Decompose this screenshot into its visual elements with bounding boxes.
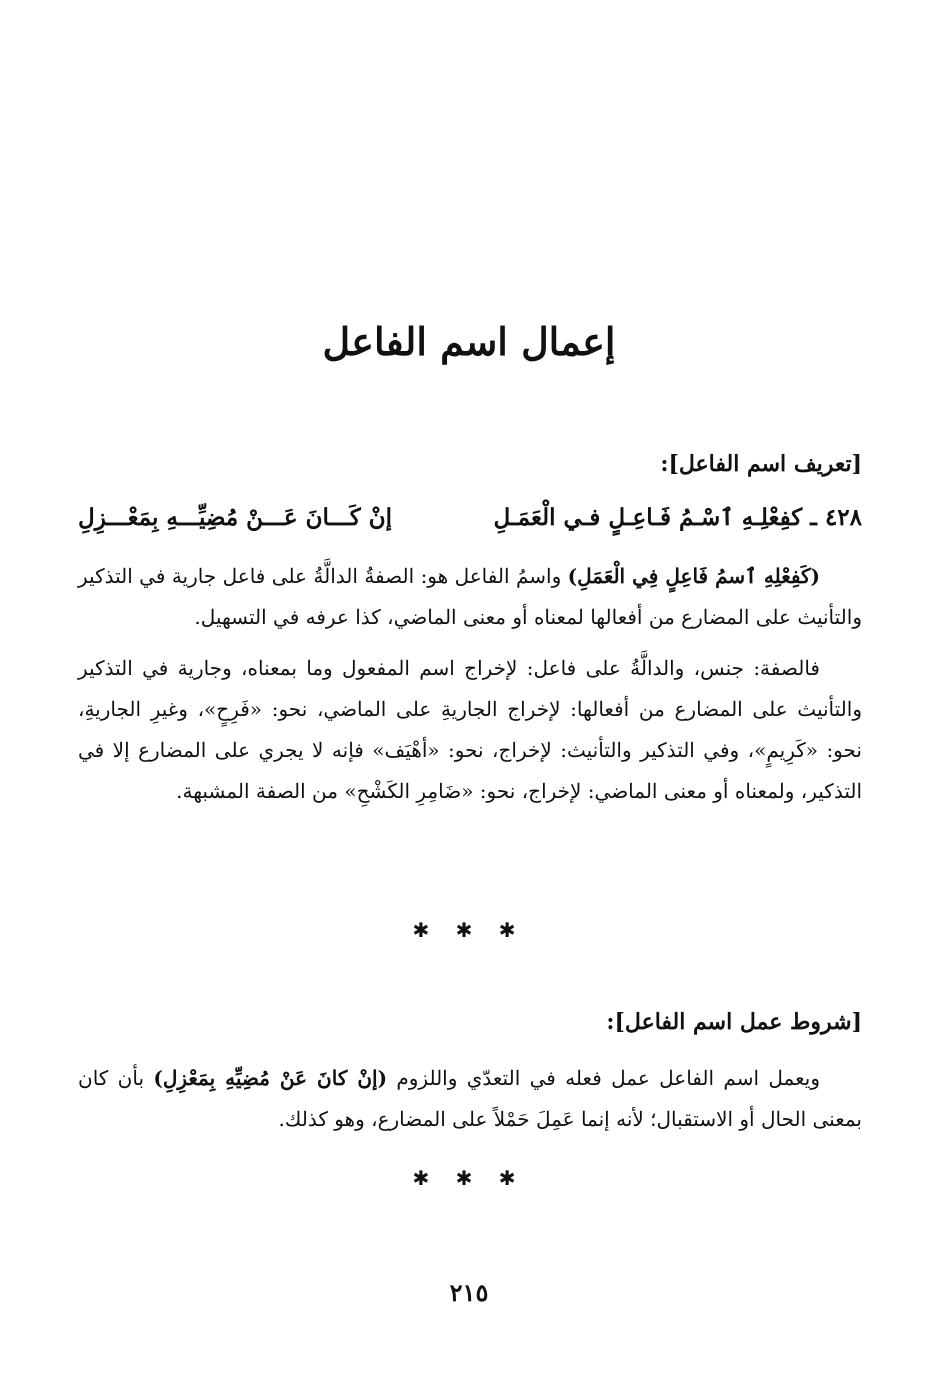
section-separator: ✱ ✱ ✱ (412, 1166, 526, 1190)
quoted-verse: (إنْ كانَ عَنْ مُضِيِّهِ بِمَعْزِلِ) (153, 1066, 388, 1090)
section-heading: [شروط عمل اسم الفاعل]: (606, 1009, 862, 1035)
section-definition (78, 444, 862, 812)
verse-first-hemistich: ٤٢٨ ـ كفِعْلِـهِ ٱسْـمُ فَـاعِـلٍ فـي الْعَمَـلِ (493, 504, 862, 531)
page-title: إعمال اسم الفاعل (322, 319, 616, 364)
verse-line (78, 498, 862, 538)
paragraph-text: بأن كان بمعنى الحال أو الاستقبال؛ لأنه إنما عَمِلَ حَمْلاً على المضارع، وهو كذلك. (78, 1066, 862, 1131)
paragraph-text: واسمُ الفاعل هو: الصفةُ الدالَّةُ على فاعل جارية في التذكير والتأنيث على المضارع من أفعالها لمعناه أو معنى الماضي، كذا عرفه في التسهيل. (78, 564, 862, 629)
verse-second-hemistich: إنْ كَـــانَ عَـــنْ مُضِيِّـــهِ بِمَعْـــزِلِ (78, 504, 392, 531)
paragraph-text: ويعمل اسم الفاعل عمل فعله في التعدّي واللزوم (387, 1066, 820, 1090)
paragraph (78, 1058, 862, 1140)
paragraph: فالصفة: جنس، والدالَّةُ على فاعل: لإخراج اسم المفعول وما بمعناه، وجارية في التذكير والتأنيث على المضارع من أفعالها: لإخراج الجاريةِ على الماضي، نحو: «فَرِحٍ»، وغيرِ الجاريةِ، نحو: «كَرِيمٍ»، وفي التذكير والتأنيث: لإخراج، نحو: «أهْيَف» فإنه لا يجري على المضارع إلا في التذكير، ولمعناه أو معنى الماضي: لإخراج، نحو: «ضَامِرِ الكَشْحِ» من الصفة المشبهة. (78, 656, 862, 803)
section-separator: ✱ ✱ ✱ (412, 918, 526, 942)
page-number: ٢١٥ (449, 1278, 489, 1307)
quoted-verse: (كَفِعْلِهِ ٱسمُ فَاعِلٍ فِي الْعَمَلِ) (567, 564, 821, 588)
section-heading: [تعريف اسم الفاعل]: (660, 451, 862, 477)
paragraph (78, 556, 862, 638)
section-conditions (78, 1002, 862, 1140)
